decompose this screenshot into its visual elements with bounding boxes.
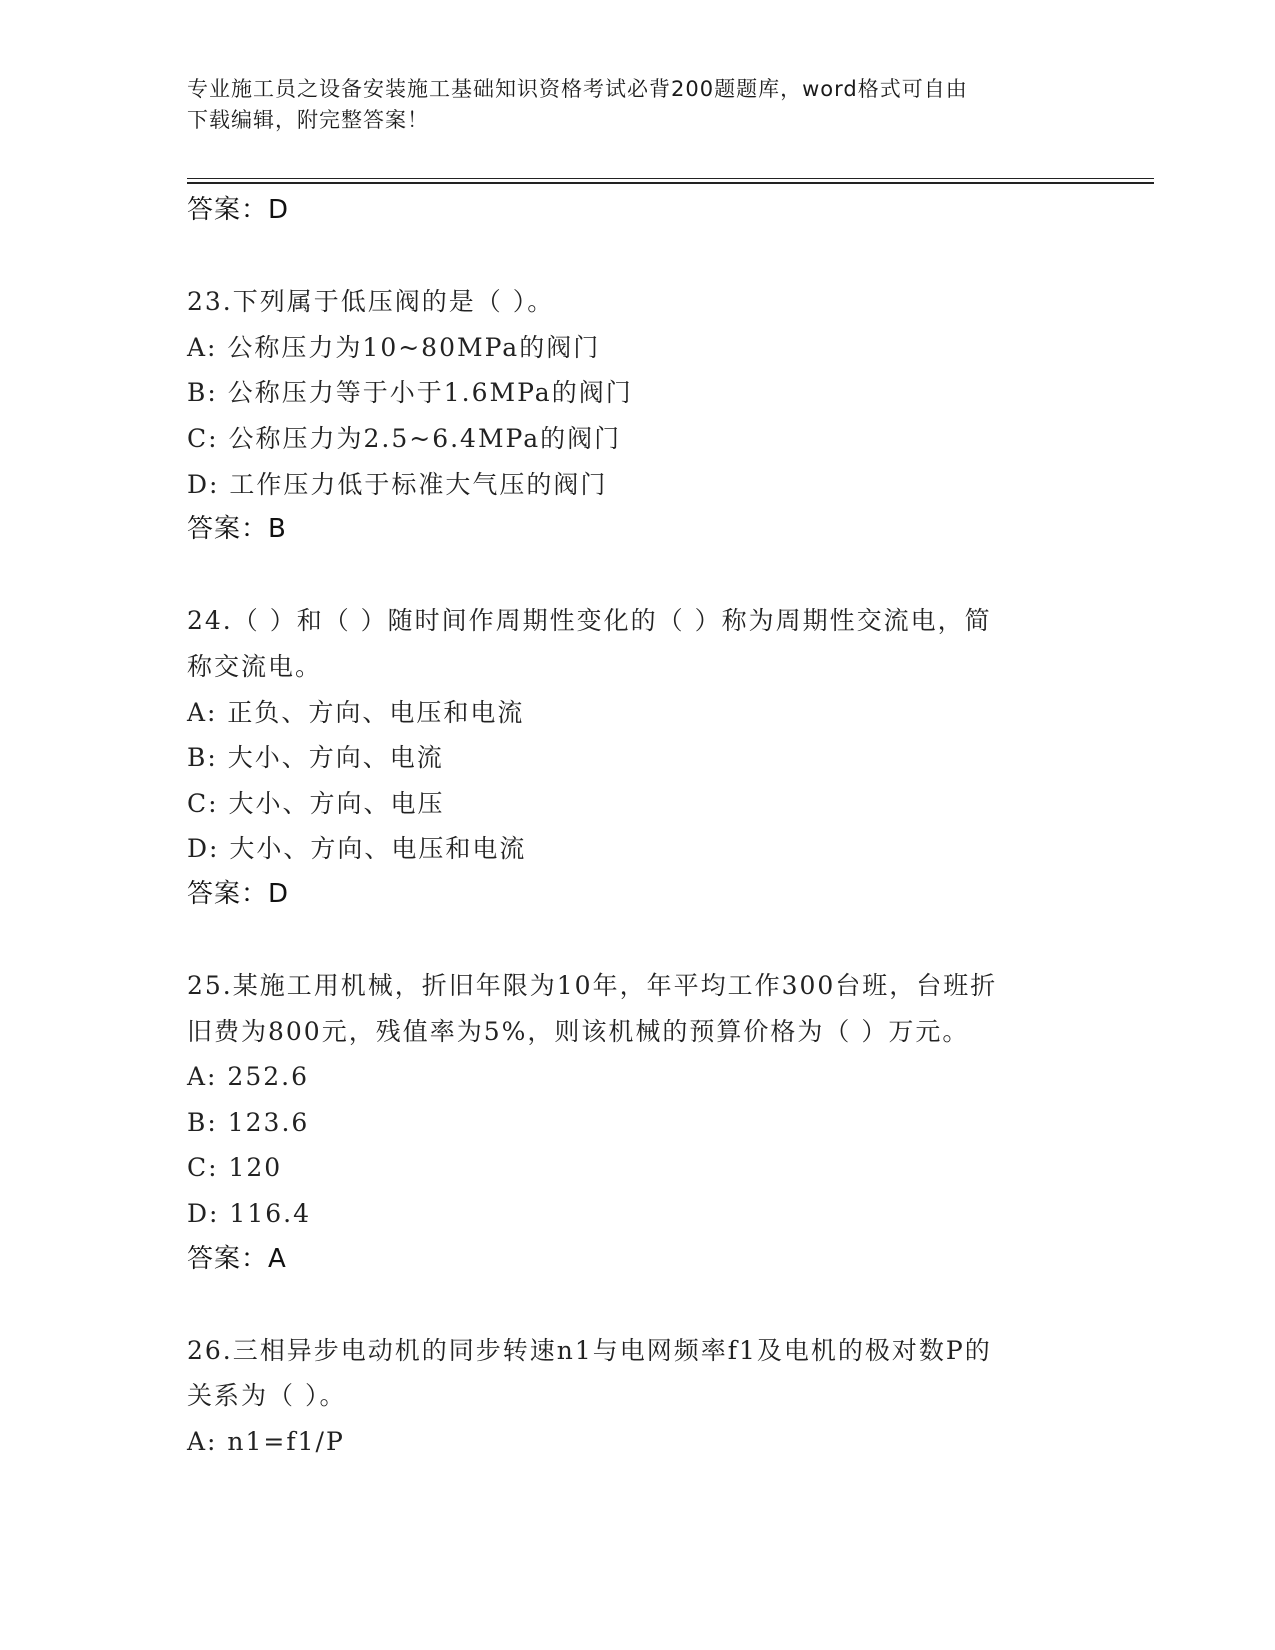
spacer <box>187 1282 1087 1328</box>
question-26 <box>187 1328 1087 1465</box>
question-stem: 25.某施工用机械，折旧年限为10年，年平均工作300台班，台班折 <box>187 971 998 1001</box>
option-a: A: n1=f1/P <box>187 1427 345 1457</box>
header-line-2: 下载编辑，附完整答案！ <box>187 108 429 132</box>
option-b: B: 大小、方向、电流 <box>187 743 444 773</box>
answer-line: 答案：A <box>187 1243 287 1274</box>
option-d: D: 工作压力低于标准大气压的阀门 <box>187 469 608 499</box>
option-c: C: 公称压力为2.5~6.4MPa的阀门 <box>187 423 622 453</box>
question-list <box>187 188 1087 1465</box>
option-d: D: 大小、方向、电压和电流 <box>187 834 527 864</box>
question-stem: 23.下列属于低压阀的是（ ）。 <box>187 287 555 317</box>
question-24 <box>187 598 1087 917</box>
option-a: A: 正负、方向、电压和电流 <box>187 697 525 727</box>
header-divider-thick <box>187 182 1154 184</box>
question-stem: 24.（ ）和（ ）随时间作周期性变化的（ ）称为周期性交流电，简 <box>187 606 992 636</box>
answer-line: 答案：D <box>187 878 290 909</box>
question-stem-continued: 旧费为800元，残值率为5%，则该机械的预算价格为（ ）万元。 <box>187 1016 970 1046</box>
option-b: B: 公称压力等于小于1.6MPa的阀门 <box>187 378 633 408</box>
header-line-1: 专业施工员之设备安装施工基础知识资格考试必背200题题库，word格式可自由 <box>187 77 968 101</box>
question-stem-continued: 关系为（ ）。 <box>187 1381 347 1411</box>
header-divider-thin <box>187 178 1154 179</box>
option-c: C: 120 <box>187 1153 283 1183</box>
question-stem: 26.三相异步电动机的同步转速n1与电网频率f1及电机的极对数P的 <box>187 1335 992 1365</box>
spacer <box>187 918 1087 964</box>
option-b: B: 123.6 <box>187 1107 310 1137</box>
question-stem-continued: 称交流电。 <box>187 651 323 681</box>
spacer <box>187 234 1087 280</box>
option-a: A: 252.6 <box>187 1062 309 1092</box>
answer-line: 答案：D <box>187 195 290 225</box>
option-a: A: 公称压力为10~80MPa的阀门 <box>187 332 601 362</box>
document-header <box>187 74 1087 136</box>
option-d: D: 116.4 <box>187 1199 311 1229</box>
spacer <box>187 553 1087 599</box>
option-c: C: 大小、方向、电压 <box>187 788 445 818</box>
question-23 <box>187 279 1087 553</box>
answer-line: 答案：B <box>187 514 287 545</box>
question-25 <box>187 963 1087 1282</box>
